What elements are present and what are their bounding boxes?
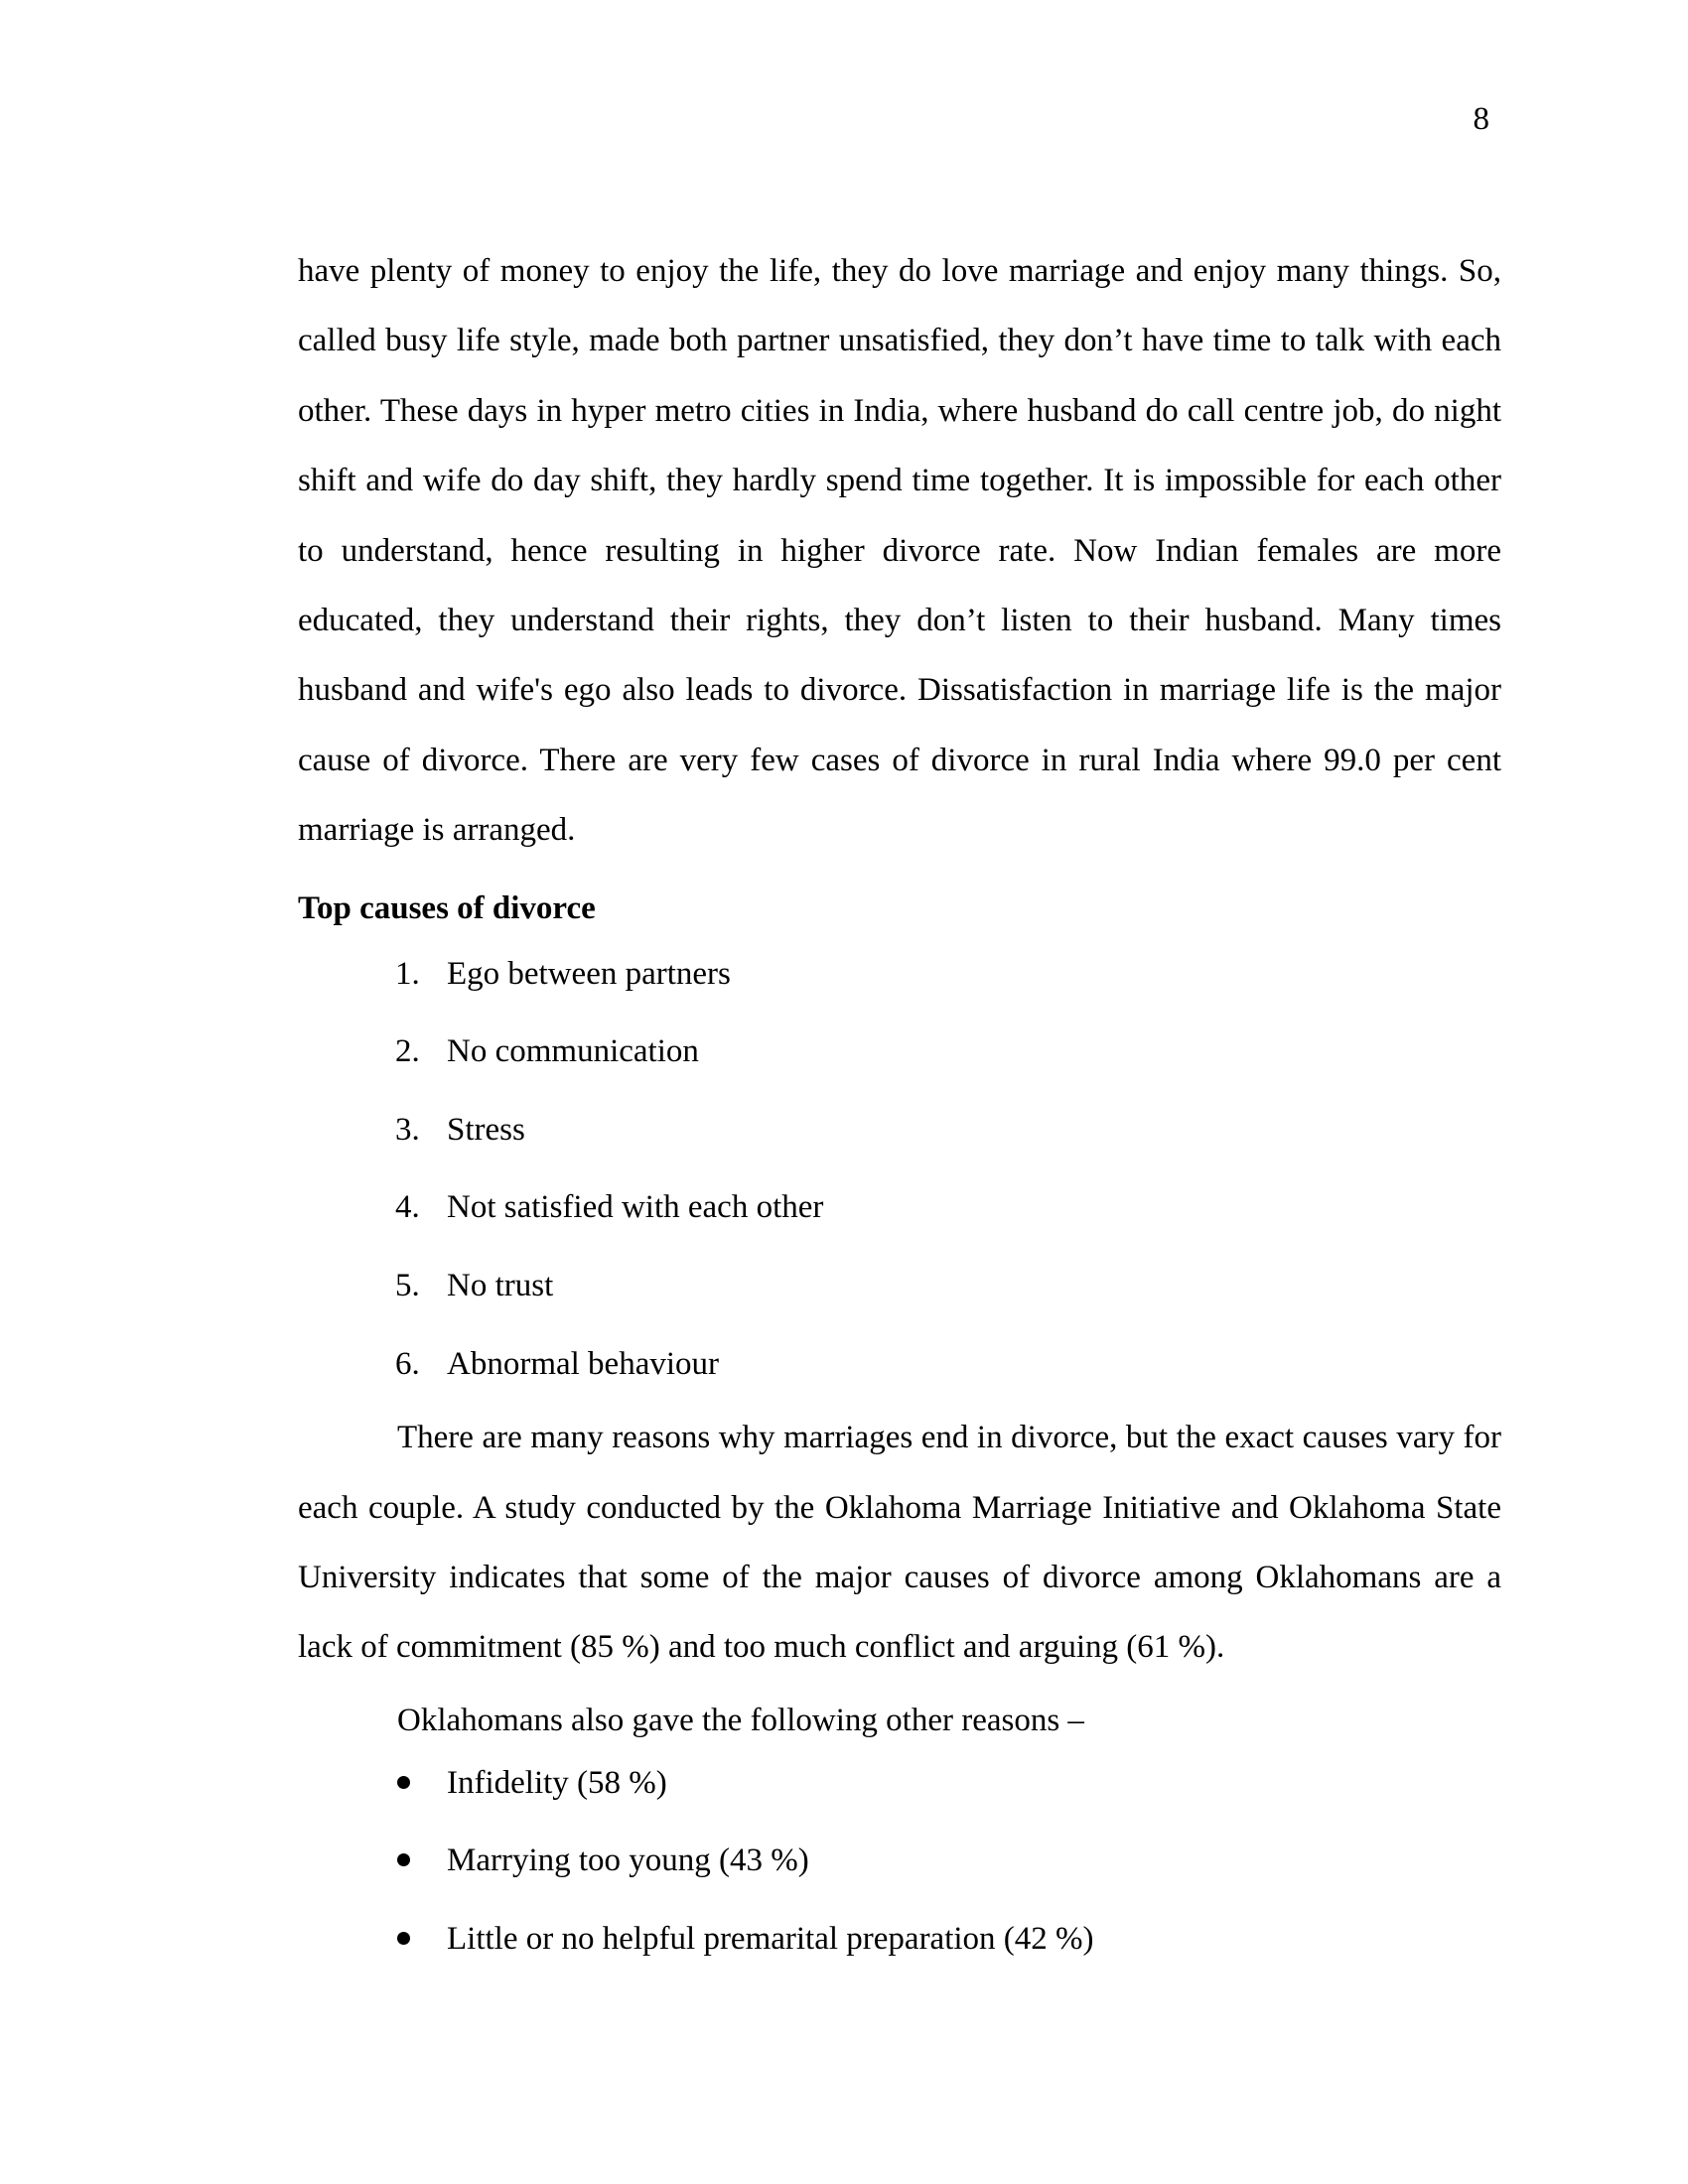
list-item xyxy=(298,1184,1501,1231)
list-item xyxy=(298,1838,1501,1884)
list-number: 3. xyxy=(395,1111,420,1148)
list-number: 4. xyxy=(395,1189,420,1226)
section-heading: Top causes of divorce xyxy=(298,889,596,926)
list-number: 1. xyxy=(395,955,420,992)
list-item-text: No communication xyxy=(447,1033,699,1070)
list-item-text: Not satisfied with each other xyxy=(447,1189,824,1226)
list-item xyxy=(298,1916,1501,1963)
list-item xyxy=(298,1263,1501,1309)
bullet-icon xyxy=(397,1776,410,1789)
list-item-text: Abnormal behaviour xyxy=(447,1345,720,1382)
other-reasons-list xyxy=(298,1760,1501,1963)
list-item xyxy=(298,951,1501,998)
list-item-text: Little or no helpful premarital preparation (42 %) xyxy=(447,1921,1094,1958)
list-item-text: Stress xyxy=(447,1111,525,1148)
other-reasons-intro: Oklahomans also gave the following other reasons – xyxy=(397,1702,1084,1738)
page-content xyxy=(298,236,1501,1994)
bullet-icon xyxy=(397,1932,410,1945)
list-item xyxy=(298,1760,1501,1807)
page-number: 8 xyxy=(1473,101,1489,137)
list-item-text: Ego between partners xyxy=(447,955,731,992)
intro-paragraph: have plenty of money to enjoy the life, they do love marriage and enjoy many things. So, called busy life style, made both partner unsatisfied, they don’t have time to talk with each other. These days in hyper metro cities in India, where husband do call centre job, do night shift and wife do day shift, they hardly spend time together. It is impossible for each other to understand, hence resulting in higher divorce rate. Now Indian females are more educated, they understand their rights, they don’t listen to their husband. Many times husband and wife's ego also leads to divorce. Dissatisfaction in marriage life is the major cause of divorce. There are very few cases of divorce in rural India where 99.0 per cent marriage is arranged. xyxy=(298,253,1501,849)
top-causes-list xyxy=(298,951,1501,1388)
bullet-icon xyxy=(397,1853,410,1866)
list-item-text: No trust xyxy=(447,1268,554,1304)
list-number: 2. xyxy=(395,1033,420,1070)
list-number: 6. xyxy=(395,1345,420,1382)
list-item xyxy=(298,1028,1501,1075)
list-item-text: Infidelity (58 %) xyxy=(447,1764,667,1801)
list-item xyxy=(298,1107,1501,1154)
list-item-text: Marrying too young (43 %) xyxy=(447,1843,809,1879)
list-item xyxy=(298,1341,1501,1388)
study-paragraph: There are many reasons why marriages end in divorce, but the exact causes vary for each couple. A study conducted by the Oklahoma Marriage Initiative and Oklahoma State University indicates that some of the major causes of divorce among Oklahomans are a lack of commitment (85 %) and too much conflict and arguing (61 %). xyxy=(298,1420,1501,1666)
list-number: 5. xyxy=(395,1268,420,1304)
